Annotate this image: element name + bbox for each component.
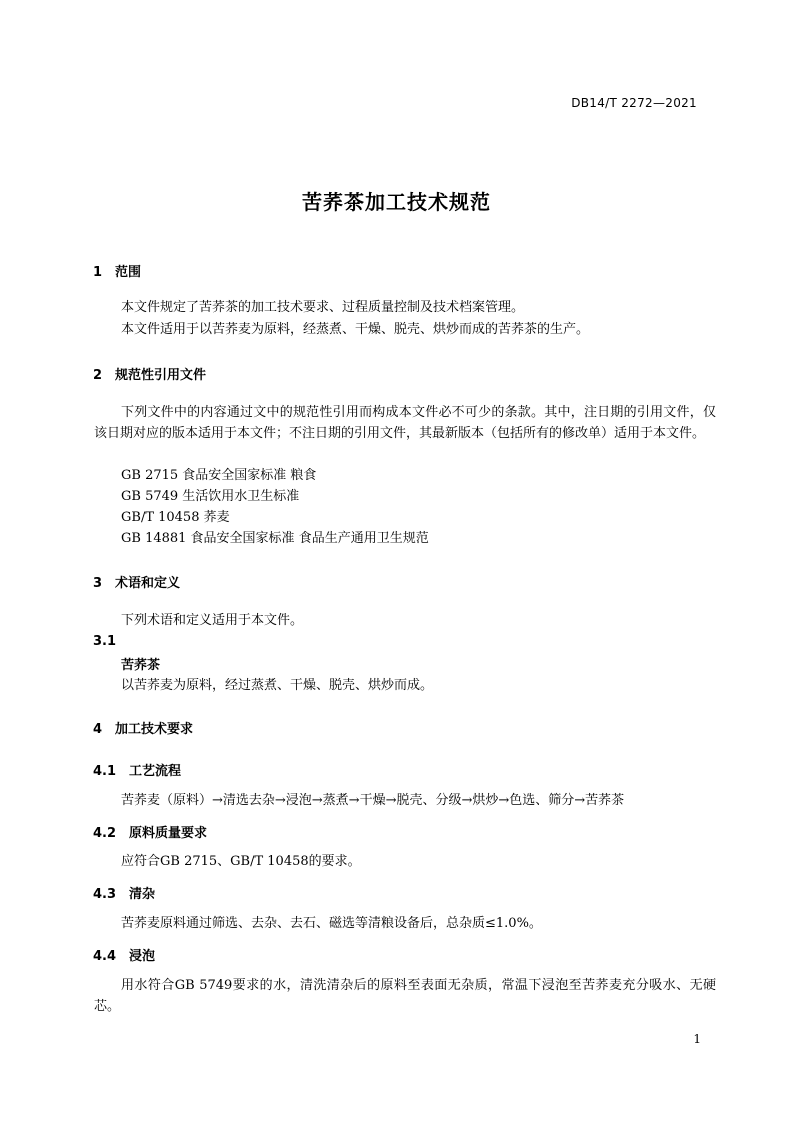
standard-code: DB14/T 2272—2021 xyxy=(571,96,697,110)
reference-item: GB 2715 食品安全国家标准 粮食 xyxy=(121,468,317,483)
paragraph: 本文件规定了苦荞茶的加工技术要求、过程质量控制及技术档案管理。 xyxy=(121,300,525,315)
paragraph: 下列文件中的内容通过文中的规范性引用而构成本文件必不可少的条款。其中，注日期的引用文件，仅该日期对应的版本适用于本文件；不注日期的引用文件，其最新版本（包括所有的修改单）适用于本文件。 xyxy=(94,405,716,441)
page-number: 1 xyxy=(693,1032,701,1046)
subsection-number: 4.1 xyxy=(93,764,117,779)
section-number: 4 xyxy=(93,722,103,737)
subsection-4-2-heading xyxy=(93,822,207,841)
subsection-4-3-heading xyxy=(93,883,155,902)
section-2-heading xyxy=(93,364,206,383)
section-1-heading xyxy=(93,261,141,280)
subsection-4-1-heading xyxy=(93,760,181,779)
section-number: 2 xyxy=(93,368,103,383)
section-title: 规范性引用文件 xyxy=(115,368,207,383)
section-title: 加工技术要求 xyxy=(115,722,194,737)
section-3-heading xyxy=(93,572,180,591)
document-title: 苦荞茶加工技术规范 xyxy=(302,190,491,214)
subsection-title: 工艺流程 xyxy=(129,764,182,779)
reference-item: GB/T 10458 荞麦 xyxy=(121,510,230,525)
term-name: 苦荞茶 xyxy=(121,658,161,673)
section-number: 3 xyxy=(93,576,103,591)
subsection-number: 4.2 xyxy=(93,826,117,841)
paragraph: 下列术语和定义适用于本文件。 xyxy=(121,613,304,628)
section-title: 术语和定义 xyxy=(115,576,181,591)
subsection-number: 4.4 xyxy=(93,949,117,964)
section-title: 范围 xyxy=(115,265,142,280)
paragraph: 本文件适用于以苦荞麦为原料，经蒸煮、干燥、脱壳、烘炒而成的苦荞茶的生产。 xyxy=(121,322,590,337)
reference-item: GB 5749 生活饮用水卫生标准 xyxy=(121,489,300,504)
term-number: 3.1 xyxy=(93,634,117,649)
section-number: 1 xyxy=(93,265,103,280)
term-definition: 以苦荞麦为原料，经过蒸煮、干燥、脱壳、烘炒而成。 xyxy=(121,678,434,693)
paragraph: 应符合GB 2715、GB/T 10458的要求。 xyxy=(121,854,361,869)
subsection-title: 原料质量要求 xyxy=(129,826,208,841)
paragraph: 用水符合GB 5749要求的水，清洗清杂后的原料至表面无杂质，常温下浸泡至苦荞麦充分吸水、无硬芯。 xyxy=(94,978,716,1014)
subsection-number: 4.3 xyxy=(93,887,117,902)
section-4-heading xyxy=(93,718,193,737)
subsection-4-4-heading xyxy=(93,945,155,964)
subsection-title: 清杂 xyxy=(129,887,156,902)
paragraph: 苦荞麦原料通过筛选、去杂、去石、磁选等清粮设备后，总杂质≤1.0%。 xyxy=(121,916,542,931)
process-flow: 苦荞麦（原料）→清选去杂→浸泡→蒸煮→干燥→脱壳、分级→烘炒→色选、筛分→苦荞茶 xyxy=(121,793,625,808)
reference-item: GB 14881 食品安全国家标准 食品生产通用卫生规范 xyxy=(121,531,429,546)
subsection-title: 浸泡 xyxy=(129,949,156,964)
